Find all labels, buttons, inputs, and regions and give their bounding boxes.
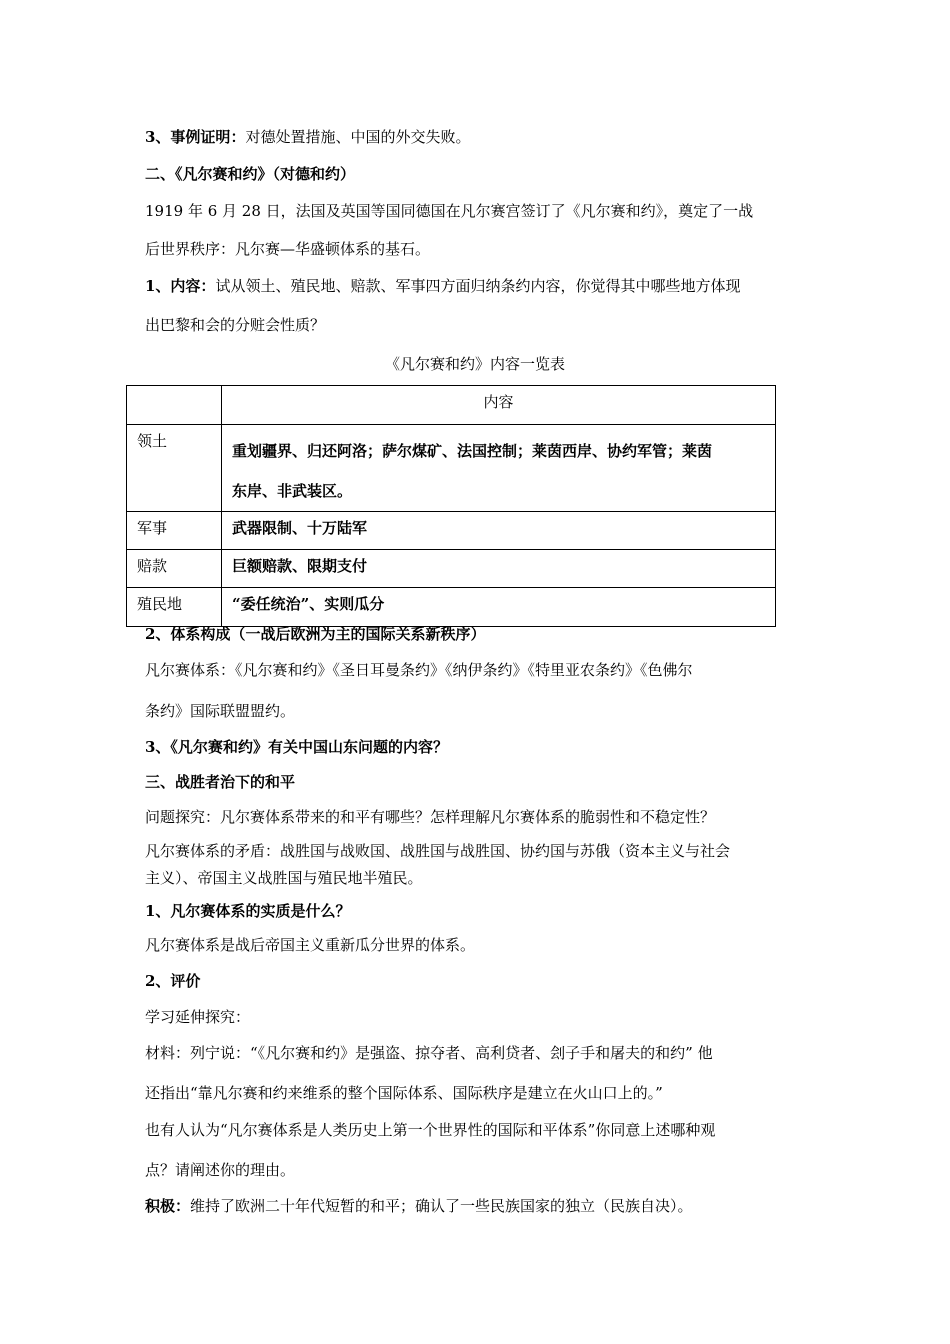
table-row-reparations [127, 550, 776, 588]
table-key-reparations: 赔款 [127, 550, 222, 588]
heading-essence: 1、凡尔赛体系的实质是什么？ [145, 902, 351, 920]
table-key-colonies: 殖民地 [127, 588, 222, 627]
label-positive: 积极： [145, 1197, 191, 1215]
paragraph-content-question-1 [145, 276, 740, 296]
text-positive: 维持了欧洲二十年代短暂的和平；确认了一些民族国家的独立（民族自决）。 [190, 1197, 693, 1215]
paragraph-content-question-2: 出巴黎和会的分赃会性质？ [145, 316, 326, 334]
table-value-territory [222, 425, 776, 512]
paragraph-case-proof [145, 127, 470, 147]
table-value-reparations: 巨额赔款、限期支付 [222, 550, 776, 588]
paragraph-material-1: 材料：列宁说：“《凡尔赛和约》是强盗、掠夺者、高利贷者、刽子手和屠夫的和约” 他 [145, 1044, 713, 1062]
paragraph-inquiry: 问题探究：凡尔赛体系带来的和平有哪些？怎样理解凡尔赛体系的脆弱性和不稳定性？ [145, 808, 716, 826]
table-key-territory: 领土 [127, 425, 222, 512]
heading-evaluation: 2、评价 [145, 972, 201, 990]
table-caption: 《凡尔赛和约》内容一览表 [384, 355, 565, 373]
table-value-territory-line2: 东岸、非武装区。 [232, 482, 353, 500]
table-key-military: 军事 [127, 512, 222, 550]
section-heading-versailles: 二、《凡尔赛和约》（对德和约） [145, 165, 356, 183]
table-header-empty [127, 386, 222, 425]
text-content-question: 试从领土、殖民地、赔款、军事四方面归纳条约内容，你觉得其中哪些地方体现 [215, 277, 741, 295]
paragraph-contradiction-1: 凡尔赛体系的矛盾：战胜国与战败国、战胜国与战胜国、协约国与苏俄（资本主义与社会 [145, 842, 731, 860]
paragraph-system-list-1: 凡尔赛体系：《凡尔赛和约》《圣日耳曼条约》《纳伊条约》《特里亚农条约》《色佛尔 [145, 661, 693, 679]
heading-shandong-question: 3、《凡尔赛和约》有关中国山东问题的内容？ [145, 738, 448, 756]
table-value-military: 武器限制、十万陆军 [222, 512, 776, 550]
table-header-row [127, 386, 776, 425]
table-row-territory [127, 425, 776, 512]
table-value-territory-line1: 重划疆界、归还阿洛；萨尔煤矿、法国控制；莱茵西岸、协约军管；莱茵 [232, 442, 713, 460]
heading-system-composition: 2、体系构成（一战后欧洲为主的国际关系新秩序） [145, 625, 486, 643]
treaty-content-table [126, 385, 776, 627]
paragraph-contradiction-2: 主义）、帝国主义战胜国与殖民地半殖民。 [145, 869, 423, 887]
label-case-proof: 3、事例证明： [145, 128, 246, 146]
paragraph-other-view-1: 也有人认为“凡尔赛体系是人类历史上第一个世界性的国际和平体系”你同意上述哪种观 [145, 1121, 716, 1139]
paragraph-extended-inquiry: 学习延伸探究： [145, 1008, 251, 1026]
table-header-content: 内容 [222, 386, 776, 425]
paragraph-other-view-2: 点？请阐述你的理由。 [145, 1161, 296, 1179]
paragraph-positive [145, 1196, 693, 1216]
paragraph-treaty-intro-1: 1919 年 6 月 28 日，法国及英国等国同德国在凡尔赛宫签订了《凡尔赛和约》，奠定了一战 [145, 202, 754, 220]
paragraph-material-2: 还指出“靠凡尔赛和约来维系的整个国际体系、国际秩序是建立在火山口上的。” [145, 1084, 663, 1102]
table-value-colonies: “委任统治”、实则瓜分 [222, 588, 776, 627]
section-heading-peace: 三、战胜者治下的和平 [145, 773, 296, 791]
table-row-colonies [127, 588, 776, 627]
paragraph-essence-answer: 凡尔赛体系是战后帝国主义重新瓜分世界的体系。 [145, 936, 476, 954]
paragraph-system-list-2: 条约》国际联盟盟约。 [145, 702, 296, 720]
text-case-proof: 对德处置措施、中国的外交失败。 [245, 128, 471, 146]
table-row-military [127, 512, 776, 550]
paragraph-treaty-intro-2: 后世界秩序：凡尔赛—华盛顿体系的基石。 [145, 240, 431, 258]
label-content: 1、内容： [145, 277, 216, 295]
